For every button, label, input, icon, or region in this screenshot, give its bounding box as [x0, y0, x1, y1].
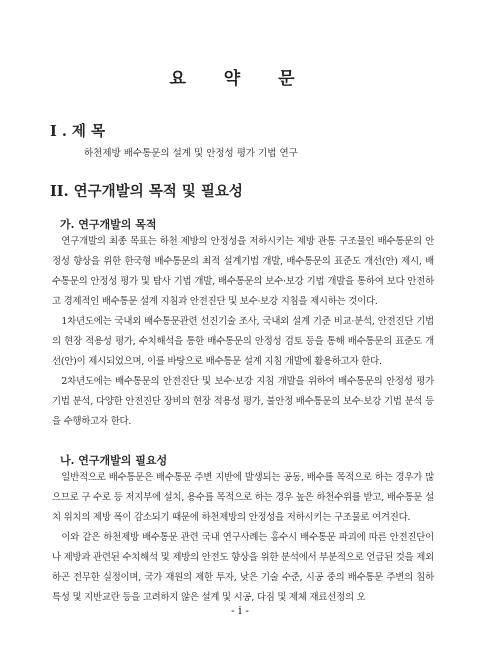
- subsection-ga-heading: 가. 연구개발의 목적: [60, 218, 157, 231]
- paragraph-purpose-3: 2차년도에는 배수통문의 안전진단 및 보수·보강 지침 개발을 위하여 배수통문의 안정성 평가 기법 분석, 다양한 안전진단 장비의 현장 적용성 평가, 불안정 배수통문의 보수·보강 기법 분석 등을 수행하고자 한다.: [52, 376, 434, 427]
- subsection-na-heading: 나. 연구개발의 필요성: [60, 454, 168, 467]
- paragraph-necessity-1: 일반적으로 배수통문은 배수통문 주변 지반에 발생되는 공동, 배수를 목적으로 하는 경우가 많으므로 구 수로 등 저지부에 설치, 용수를 목적으로 하는 경우 높은 하천수위를 받고, 배수통문 설치 위치의 제방 폭이 감소되기 때문에 하천제방의 안정성을 저하시키는 구조물로 여겨진다.: [52, 472, 434, 523]
- paragraph-purpose-2: 1차년도에는 국내외 배수통문관련 선진기술 조사, 국내외 설계 기준 비교·분석, 안전진단 기법의 현장 적용성 평가, 수치해석을 통한 배수통문의 안정성 검토 등을 통해 배수통문의 표준도 개선(안)이 제시되었으며, 이를 바탕으로 배수통문 설계 지침 개발에 활용하고자 한다.: [52, 316, 434, 367]
- section-1-subject: 하천제방 배수통문의 설계 및 안정성 평가 기법 연구: [84, 148, 298, 159]
- section-1-heading: I . 제 목: [50, 123, 105, 140]
- page-title: 요 약 문: [169, 69, 311, 89]
- page-number: - i -: [231, 604, 249, 617]
- paragraph-purpose-1: 연구개발의 최종 목표는 하천 제방의 안정성을 저하시키는 제방 관통 구조물인 배수통문의 안정성 향상을 위한 한국형 배수통문의 최적 설계기법 개발, 배수통문의 표준도 개선(안) 제시, 배수통문의 안정성 평가 및 탐사 기법 개발, 배수통문의 보수·보강 기법 개발을 통하여 보다 안전하고 경제적인 배수통문 설계 지침과 안전진단 및 보수·보강 지침을 제시하는 것이다.: [52, 236, 434, 307]
- section-2-heading: II. 연구개발의 목적 및 필요성: [50, 183, 243, 200]
- paragraph-necessity-2: 이와 같은 하천제방 배수통문 관련 국내 연구사례는 홍수시 배수통문 파괴에 따른 안전진단이나 제방과 관련된 수치해석 및 제방의 안전도 향상을 위한 분석에서 부분적으로 언급된 것을 제외하곤 전무한 실정이며, 국가 재원의 제한 투자, 낮은 기술 수준, 시공 중의 배수통문 주변의 침하 특성 및 지반교란 등을 고려하지 않은 설계 및 시공, 다짐 및 제체 재료선정의 오: [52, 532, 434, 603]
